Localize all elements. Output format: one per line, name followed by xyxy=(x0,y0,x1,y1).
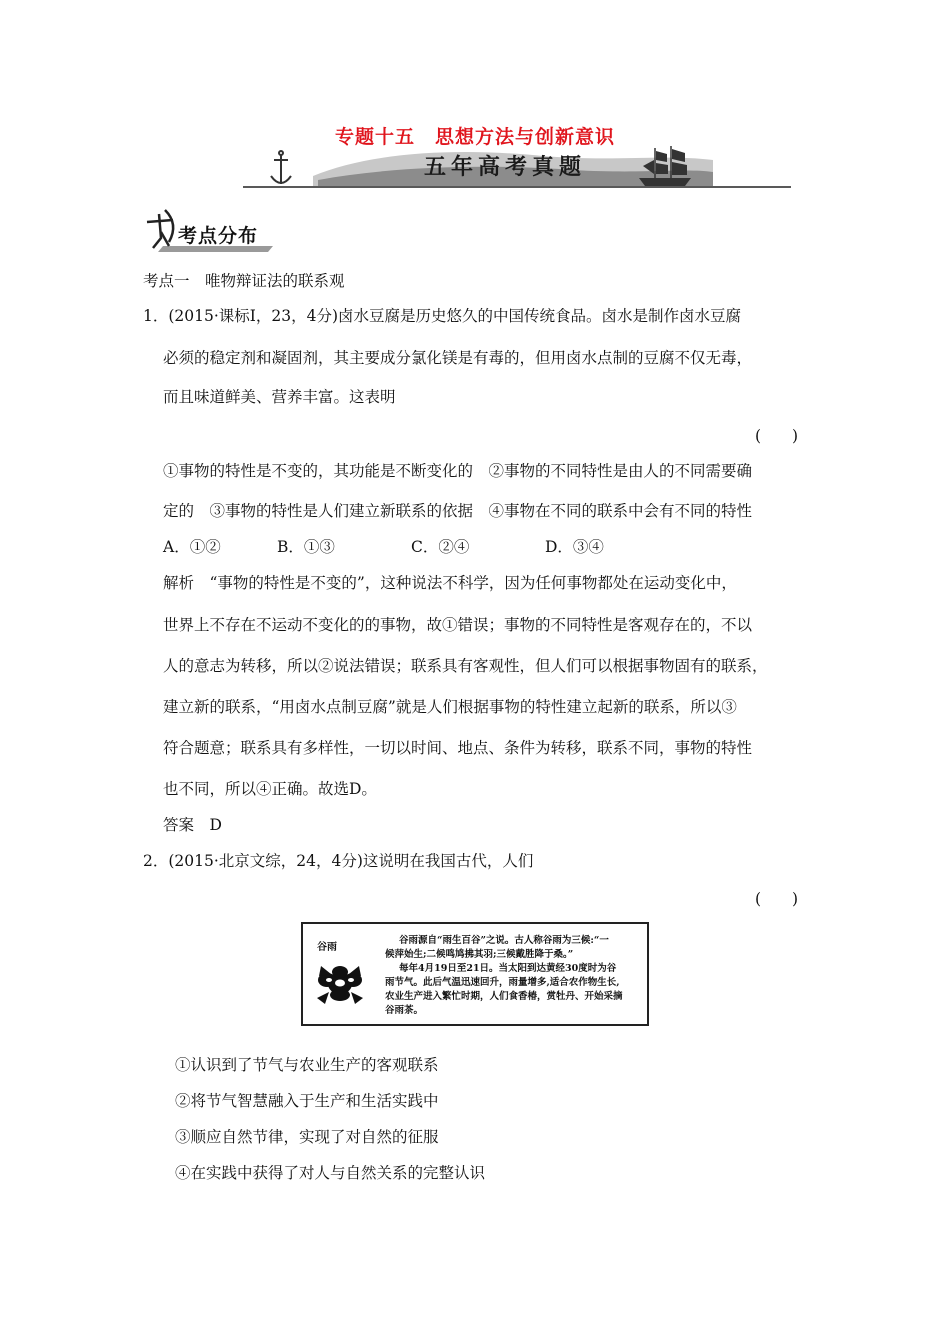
q2-statement-3: ③顺应自然节律，实现了对自然的征服 xyxy=(175,1128,439,1146)
q2-statement-1: ①认识到了节气与农业生产的客观联系 xyxy=(175,1056,439,1074)
archer-icon xyxy=(147,210,173,248)
q1-stem-line: 必须的稳定剂和凝固剂，其主要成分氯化镁是有毒的，但用卤水点制的豆腐不仅无毒， xyxy=(163,349,753,367)
guyu-label: 谷雨 xyxy=(317,942,337,953)
q1-statement-line: 定的 ③事物的特性是人们建立新联系的依据 ④事物在不同的联系中会有不同的特性 xyxy=(163,502,753,520)
q1-analysis-line: 符合题意；联系具有多样性，一切以时间、地点、条件为转移，联系不同，事物的特性 xyxy=(163,739,753,757)
guyu-text-line: 雨节气。此后气温迅速回升，雨量增多,适合农作物生长, xyxy=(385,977,620,988)
q1-statement-line: ①事物的特性是不变的，其功能是不断变化的 ②事物的不同特性是由人的不同需要确 xyxy=(163,462,753,480)
q1-option-b: B．①③ xyxy=(277,538,335,556)
banner-title: 五年高考真题 xyxy=(423,155,586,180)
q1-answer: 答案 D xyxy=(163,816,222,834)
guyu-text-line: 候萍始生;二候鸣鸠拂其羽;三候戴胜降于桑。” xyxy=(385,949,574,960)
page-title: 专题十五 思想方法与创新意识 xyxy=(334,126,615,148)
q2-statement-2: ②将节气智慧融入于生产和生活实践中 xyxy=(175,1092,439,1110)
q1-analysis-line: 人的意志为转移，所以②说法错误；联系具有客观性，但人们可以根据事物固有的联系， xyxy=(163,657,768,675)
peony-icon xyxy=(311,958,369,1014)
guyu-text-line: 每年4月19日至21日。当太阳到达黄经30度时为谷 xyxy=(399,963,617,974)
q1-analysis-line: 解析 “事物的特性是不变的”，这种说法不科学，因为任何事物都处在运动变化中， xyxy=(163,574,737,592)
q1-option-a: A．①② xyxy=(163,538,221,556)
q1-analysis-line: 建立新的联系，“用卤水点制豆腐”就是人们根据事物的特性建立起新的联系，所以③ xyxy=(163,698,737,716)
q2-statement-4: ④在实践中获得了对人与自然关系的完整认识 xyxy=(175,1164,486,1182)
q2-stem: 2．(2015·北京文综，24，4分)这说明在我国古代，人们 xyxy=(143,852,534,870)
anchor-icon xyxy=(271,151,291,184)
q1-analysis-line: 也不同，所以④正确。故选D。 xyxy=(163,780,377,798)
q1-stem-line: 而且味道鲜美、营养丰富。这表明 xyxy=(163,388,396,406)
section-heading: 考点分布 xyxy=(178,225,259,247)
guyu-text-line: 农业生产进入繁忙时期，人们食香椿，赏牡丹、开始采摘 xyxy=(385,991,623,1002)
q1-option-c: C．②④ xyxy=(411,538,470,556)
q1-analysis-line: 世界上不存在不运动不变化的的事物，故①错误；事物的不同特性是客观存在的，不以 xyxy=(163,616,753,634)
q1-answer-blank: ( ) xyxy=(755,427,799,445)
ship-icon xyxy=(639,146,691,186)
topic-heading: 考点一 唯物辩证法的联系观 xyxy=(143,272,345,290)
guyu-text-line: 谷雨茶。 xyxy=(385,1005,424,1016)
guyu-info-box xyxy=(301,922,649,1026)
q2-answer-blank: ( ) xyxy=(755,890,799,908)
q1-option-d: D．③④ xyxy=(545,538,604,556)
guyu-text-line: 谷雨源自“雨生百谷”之说。古人称谷雨为三候:“一 xyxy=(399,935,609,946)
q1-stem-line: 1．(2015·课标Ⅰ，23，4分)卤水豆腐是历史悠久的中国传统食品。卤水是制作卤水豆腐 xyxy=(143,307,742,325)
